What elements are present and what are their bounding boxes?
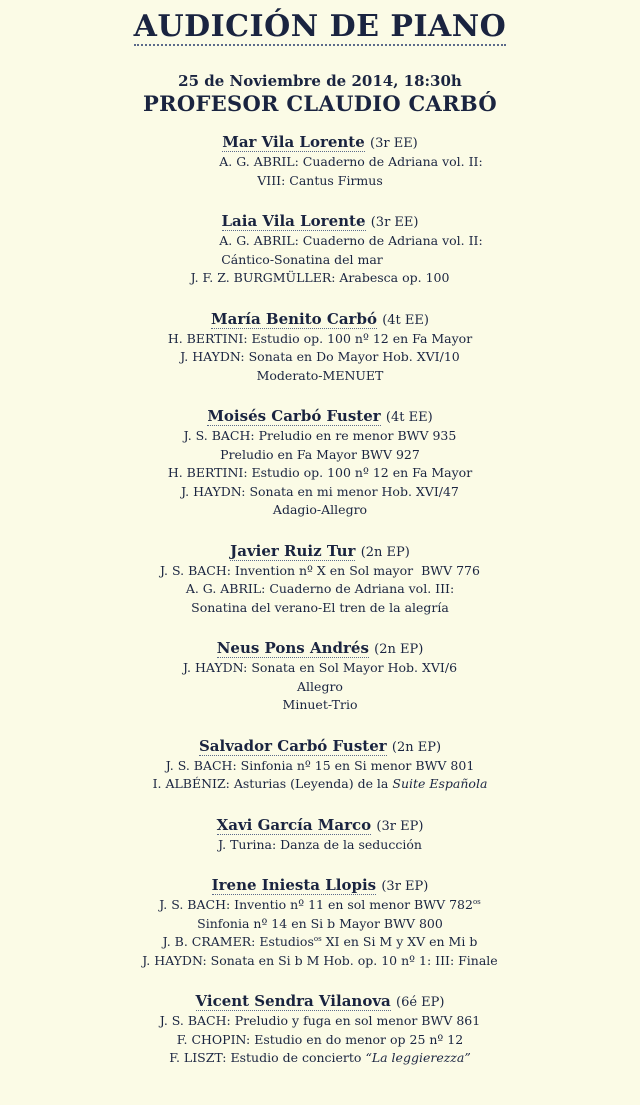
performer-name: Moisés Carbó Fuster (4t EE) [207, 407, 433, 425]
work-line: J. S. BACH: Invention nº X en Sol mayor BWV 776 [160, 562, 480, 578]
performer-level: (2n EP) [374, 642, 424, 657]
performer-block [0, 542, 640, 618]
event-date: 25 de Noviembre de 2014, 18:30h [178, 72, 462, 90]
work-title-italic: Suite Española [392, 776, 488, 791]
performer-name: Mar Vila Lorente (3r EE) [222, 133, 418, 151]
performer-level: (4t EE) [382, 312, 429, 328]
performer-level: (3r EE) [370, 215, 419, 230]
performer-block [0, 876, 640, 970]
performer-name: María Benito Carbó (4t EE) [211, 309, 429, 328]
work-line: J. B. CRAMER: Estudios$^{os}$ XI en Si M y XV en Mi b [162, 934, 478, 949]
professor-name: PROFESOR CLAUDIO CARBÓ [143, 91, 497, 116]
work-line: Sinfonia nº 14 en Si b Mayor BWV 800 [197, 915, 443, 931]
work-line: J. HAYDN: Sonata en Sol Mayor Hob. XVI/6 [182, 660, 458, 675]
performer-level: (3r EP) [381, 879, 429, 894]
work-line: Moderato-MENUET [256, 367, 384, 383]
superscript-mark: os [472, 897, 481, 906]
performer-level: (4t EE) [385, 410, 433, 425]
work-line: Minuet-Trio [282, 697, 358, 712]
performer-block [0, 816, 640, 855]
work-line: A. G. ABRIL: Cuaderno de Adriana vol. III: [185, 581, 455, 596]
superscript-mark: os [313, 934, 322, 943]
performer-name: Laia Vila Lorente (3r EE) [221, 212, 419, 230]
work-line: VIII: Cantus Firmus [257, 172, 383, 188]
work-line: A. G. ABRIL: Cuaderno de Adriana vol. II: [219, 233, 483, 248]
performer-block [0, 133, 640, 190]
work-line: J. S. BACH: Sinfonia nº 15 en Si menor BWV 801 [165, 757, 475, 773]
work-line: H. BERTINI: Estudio op. 100 nº 12 en Fa Mayor [167, 465, 473, 480]
performer-block [0, 992, 640, 1068]
work-line: Allegro [297, 678, 343, 694]
work-line: J. Turina: Danza de la seducción [218, 836, 422, 852]
work-line: I. ALBÉNIZ: Asturias (Leyenda) de la Suite Española [152, 776, 488, 791]
work-line: Sonatina del verano-El tren de la alegría [191, 599, 449, 615]
work-line: Adagio-Allegro [272, 502, 368, 517]
work-line: J. HAYDN: Sonata en mi menor Hob. XVI/47 [181, 483, 459, 499]
work-line: A. G. ABRIL: Cuaderno de Adriana vol. II: [219, 154, 483, 169]
work-line: Preludio en Fa Mayor BWV 927 [220, 446, 420, 462]
work-title-italic: “La leggierezza” [365, 1050, 471, 1065]
performer-name: Javier Ruiz Tur (2n EP) [230, 541, 410, 560]
performer-name: Vicent Sendra Vilanova (6é EP) [195, 992, 445, 1010]
performer-block [0, 639, 640, 715]
performer-block [0, 737, 640, 794]
work-line: J. HAYDN: Sonata en Si b M Hob. op. 10 nº 1: III: Finale [142, 952, 498, 968]
work-line: J. HAYDN: Sonata en Do Mayor Hob. XVI/10 [180, 349, 460, 364]
performer-level: (3r EP) [376, 818, 424, 834]
work-line: H. BERTINI: Estudio op. 100 nº 12 en Fa Mayor [167, 330, 473, 346]
performer-level: (3r EE) [370, 136, 418, 151]
performer-name: Irene Iniesta Llopis (3r EP) [211, 876, 429, 894]
work-line: Cántico-Sonatina del mar [221, 251, 383, 267]
performer-block [0, 310, 640, 386]
performer-level: (6é EP) [396, 995, 445, 1010]
page-title: AUDICIÓN DE PIANO [133, 9, 507, 44]
work-line: J. F. Z. BURGMÜLLER: Arabesca op. 100 [190, 270, 450, 285]
performer-level: (2n EP) [391, 739, 442, 755]
work-line: J. S. BACH: Inventio nº 11 en sol menor BWV $782^{os}$ [159, 897, 481, 912]
performer-block [0, 407, 640, 520]
performer-block [0, 212, 640, 288]
performer-name: Neus Pons Andrés (2n EP) [216, 639, 424, 657]
performer-name: Salvador Carbó Fuster (2n EP) [198, 736, 442, 755]
work-line: F. LISZT: Estudio de concierto “La leggierezza” [169, 1050, 471, 1065]
performer-name: Xavi García Marco (3r EP) [216, 815, 424, 834]
work-line: F. CHOPIN: Estudio en do menor op 25 nº 12 [176, 1031, 464, 1047]
work-line: J. S. BACH: Preludio y fuga en sol menor BWV 861 [159, 1013, 481, 1028]
performer-level: (2n EP) [360, 544, 410, 560]
work-line: J. S. BACH: Preludio en re menor BWV 935 [183, 428, 457, 443]
